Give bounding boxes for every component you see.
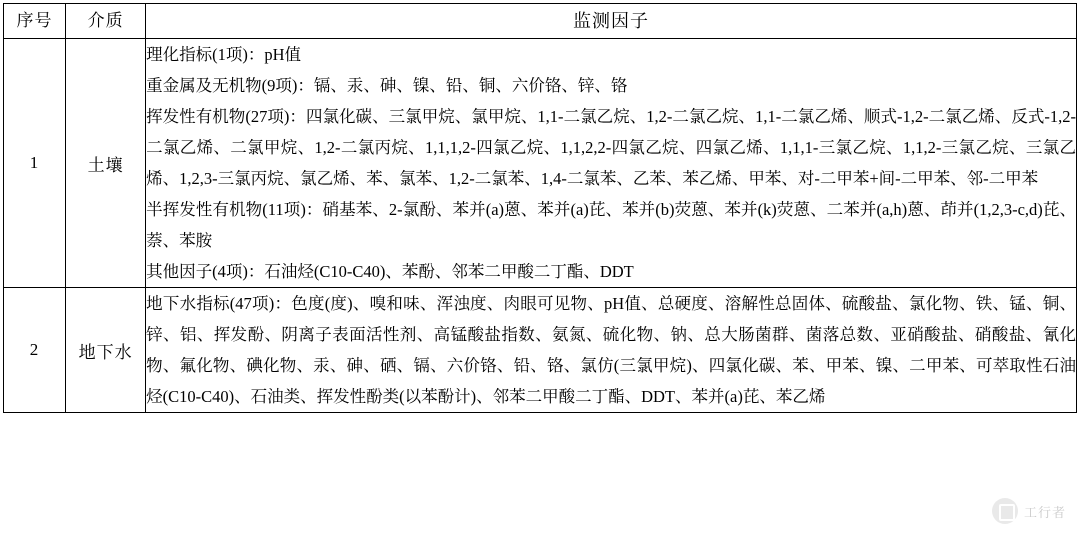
- monitoring-factor-table: [3, 3, 1077, 413]
- factor-line: 半挥发性有机物(11项)：硝基苯、2-氯酚、苯并(a)蒽、苯并(a)芘、苯并(b)荧蒽、苯并(k)荧蒽、二苯并(a,h)蒽、茚并(1,2,3-c,d)芘、萘、苯胺: [146, 200, 1076, 250]
- document-page: [0, 3, 1080, 534]
- column-header-factors: 监测因子: [146, 4, 1077, 39]
- row-no-1: 1: [4, 39, 66, 288]
- factor-line: 理化指标(1项)：pH值: [146, 45, 302, 64]
- table-row: [4, 39, 1077, 288]
- row-no-2: 2: [4, 288, 66, 413]
- column-header-medium: 介质: [66, 4, 146, 39]
- factor-line: 地下水指标(47项)：色度(度)、嗅和味、浑浊度、肉眼可见物、pH值、总硬度、溶解性总固体、硫酸盐、氯化物、铁、锰、铜、锌、铝、挥发酚、阴离子表面活性剂、高锰酸盐指数、氨氮、硫化物、钠、总大肠菌群、菌落总数、亚硝酸盐、硝酸盐、氰化物、氟化物、碘化物、汞、砷、硒、镉、六价铬、铅、铬、氯仿(三氯甲烷)、四氯化碳、苯、甲苯、镍、二甲苯、可萃取性石油烃(C10-C40)、石油类、挥发性酚类(以苯酚计)、邻苯二甲酸二丁酯、DDT、苯并(a)芘、苯乙烯: [146, 294, 1076, 406]
- watermark: [992, 498, 1066, 524]
- row-factors-soil: [146, 39, 1077, 288]
- factor-line: 重金属及无机物(9项)：镉、汞、砷、镍、铅、铜、六价铬、锌、铬: [146, 76, 628, 95]
- column-header-no: 序号: [4, 4, 66, 39]
- row-medium-groundwater: 地下水: [66, 288, 146, 413]
- factor-line: 其他因子(4项)：石油烃(C10-C40)、苯酚、邻苯二甲酸二丁酯、DDT: [146, 262, 634, 281]
- factor-line: 挥发性有机物(27项)：四氯化碳、三氯甲烷、氯甲烷、1,1-二氯乙烷、1,2-二氯乙烷、1,1-二氯乙烯、顺式-1,2-二氯乙烯、反式-1,2-二氯乙烯、二氯甲烷、1,2-二氯丙烷、1,1,1,2-四氯乙烷、1,1,2,2-四氯乙烷、四氯乙烯、1,1,1-三氯乙烷、1,1,2-三氯乙烷、三氯乙烯、1,2,3-三氯丙烷、氯乙烯、苯、氯苯、1,2-二氯苯、1,4-二氯苯、乙苯、苯乙烯、甲苯、对-二甲苯+间-二甲苯、邻-二甲苯: [146, 107, 1076, 188]
- row-medium-soil: 土壤: [66, 39, 146, 288]
- watermark-label: 工行者: [1023, 504, 1066, 520]
- table-header-row: [4, 4, 1077, 39]
- row-factors-groundwater: [146, 288, 1077, 413]
- table-row: [4, 288, 1077, 413]
- wechat-badge-icon: [992, 498, 1018, 524]
